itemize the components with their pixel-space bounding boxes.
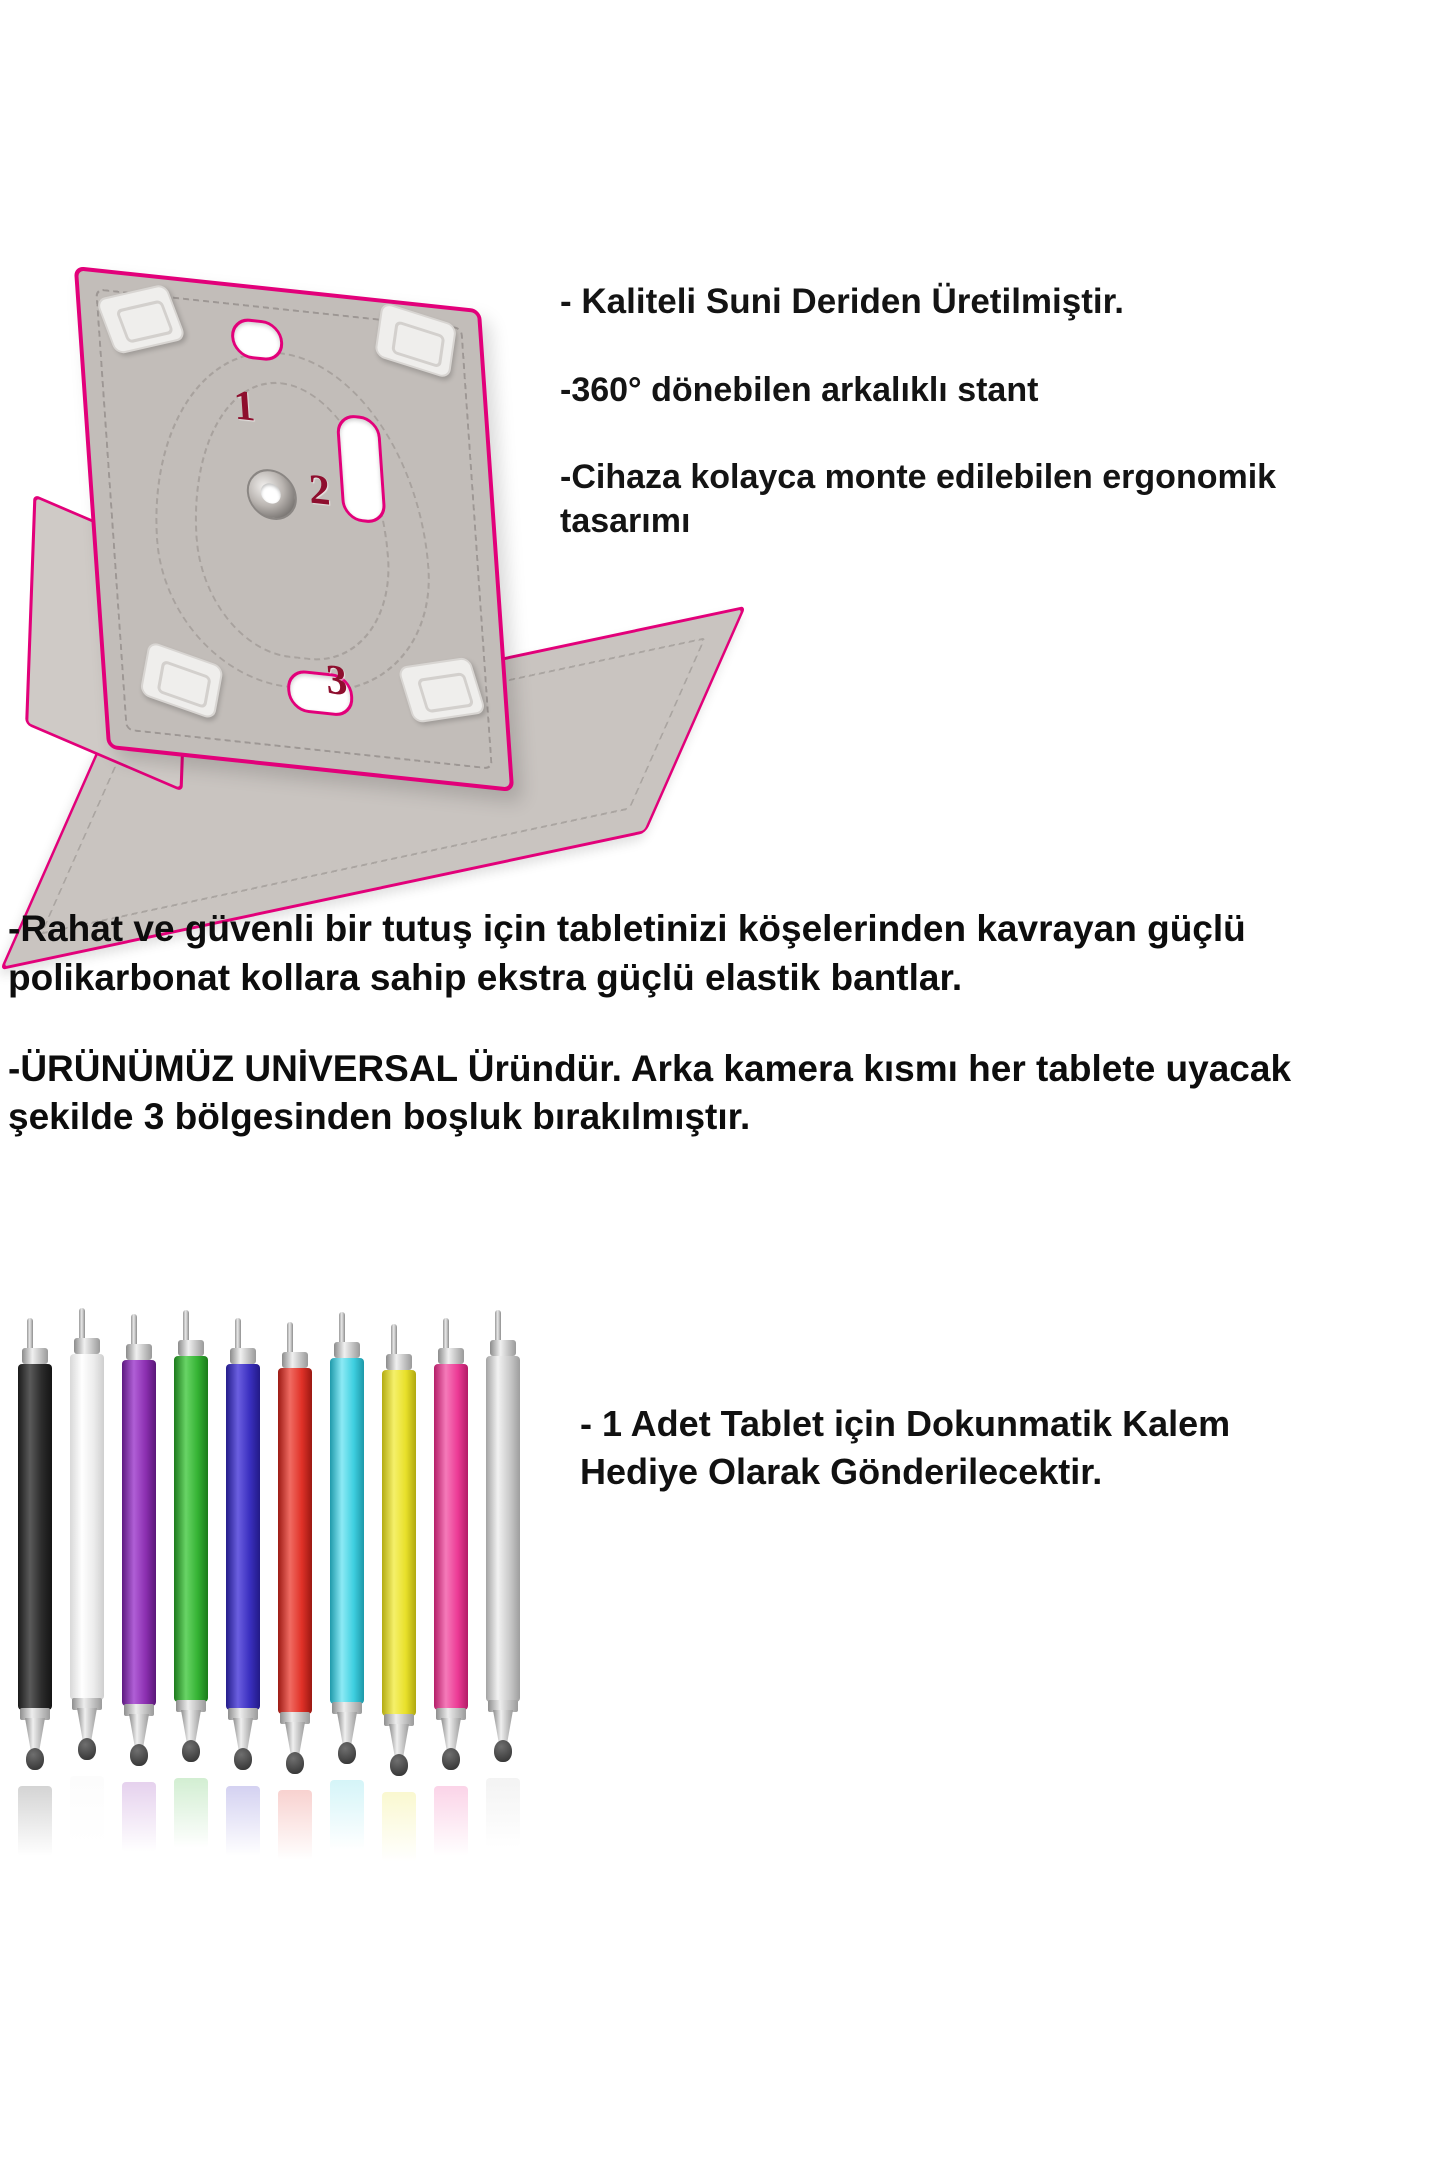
case-main-panel [74, 266, 514, 792]
stylus-pen-blue [226, 1340, 260, 1780]
pen-cone [25, 1718, 45, 1752]
pen-clip [287, 1322, 293, 1356]
stylus-pen-green [174, 1332, 208, 1772]
stylus-pen-black [18, 1340, 52, 1780]
feature-bullet-material: - Kaliteli Suni Deriden Üretilmiştir. [560, 282, 1125, 321]
pen-reflection [278, 1790, 312, 1860]
stylus-pen-pink [434, 1340, 468, 1780]
pen-barrel [434, 1364, 468, 1710]
pen-barrel [330, 1358, 364, 1704]
pen-cap [386, 1354, 412, 1370]
pen-cone [389, 1724, 409, 1758]
pen-clip [79, 1308, 85, 1342]
feature-bullet-list [560, 280, 1340, 587]
stylus-pen-purple [122, 1336, 156, 1776]
camera-cutout-2 [336, 413, 387, 525]
pen-barrel [174, 1356, 208, 1702]
cutout-number-1: 1 [232, 382, 257, 431]
pen-cone [181, 1710, 201, 1744]
pen-clip [235, 1318, 241, 1352]
pen-clip [131, 1314, 137, 1348]
pen-cap [490, 1340, 516, 1356]
pen-reflection [382, 1792, 416, 1862]
pen-cone [285, 1722, 305, 1756]
pen-reflection [70, 1776, 104, 1846]
top-section [0, 0, 1440, 900]
stylus-pen-red [278, 1344, 312, 1784]
pen-tip [26, 1748, 44, 1770]
stylus-pen-white [70, 1330, 104, 1770]
pen-tip [78, 1738, 96, 1760]
middle-description [8, 905, 1328, 1184]
pen-reflection [18, 1786, 52, 1856]
pen-tip [130, 1744, 148, 1766]
pen-cap [74, 1338, 100, 1354]
pen-clip [339, 1312, 345, 1346]
pen-tip [390, 1754, 408, 1776]
pen-tip [338, 1742, 356, 1764]
pen-reflection [330, 1780, 364, 1850]
pen-cone [233, 1718, 253, 1752]
paragraph-universal-product: -ÜRÜNÜMÜZ UNİVERSAL Üründür. Arka kamera kısmı her tablete uyacak şekilde 3 bölgesinden boşluk bırakılmıştır. [8, 1047, 1292, 1138]
paragraph-elastic-bands: -Rahat ve güvenli bir tutuş için tabletinizi köşelerinden kavrayan güçlü polikarbonat kollara sahip ekstra güçlü elastik bantlar. [8, 908, 1246, 998]
pen-tip [234, 1748, 252, 1770]
pen-reflection [174, 1778, 208, 1848]
pen-cap [230, 1348, 256, 1364]
pen-clip [391, 1324, 397, 1358]
pen-cone [493, 1710, 513, 1744]
pen-cone [441, 1718, 461, 1752]
cutout-number-2: 2 [307, 466, 332, 515]
pen-barrel [122, 1360, 156, 1706]
pen-reflection [122, 1782, 156, 1852]
pen-cap [438, 1348, 464, 1364]
pen-tip [442, 1748, 460, 1770]
pen-barrel [486, 1356, 520, 1702]
stylus-pens-photo [18, 1330, 578, 1890]
pen-reflection [486, 1778, 520, 1848]
pen-clip [27, 1318, 33, 1352]
stylus-pen-silver [486, 1332, 520, 1772]
pen-cone [337, 1712, 357, 1746]
pen-barrel [226, 1364, 260, 1710]
pen-barrel [382, 1370, 416, 1716]
pen-barrel [18, 1364, 52, 1710]
pen-clip [443, 1318, 449, 1352]
pen-cap [22, 1348, 48, 1364]
pen-reflection [434, 1786, 468, 1856]
pen-reflection [226, 1786, 260, 1856]
pen-cone [77, 1708, 97, 1742]
feature-bullet-ergonomic: -Cihaza kolayca monte edilebilen ergonomik tasarımı [560, 458, 1277, 540]
gift-note-text: - 1 Adet Tablet için Dokunmatik Kalem Hediye Olarak Gönderilecektir. [580, 1403, 1231, 1493]
feature-bullet-rotation: -360° dönebilen arkalıklı stant [560, 370, 1039, 409]
pen-barrel [70, 1354, 104, 1700]
pen-barrel [278, 1368, 312, 1714]
pen-cap [282, 1352, 308, 1368]
stylus-pen-cyan [330, 1334, 364, 1774]
pen-cap [178, 1340, 204, 1356]
pen-cap [126, 1344, 152, 1360]
cutout-number-3: 3 [324, 656, 349, 706]
pen-clip [495, 1310, 501, 1344]
stylus-pen-yellow [382, 1346, 416, 1786]
pen-tip [494, 1740, 512, 1762]
pen-tip [182, 1740, 200, 1762]
pen-tip [286, 1752, 304, 1774]
pen-clip [183, 1310, 189, 1344]
pen-cap [334, 1342, 360, 1358]
pen-cone [129, 1714, 149, 1748]
